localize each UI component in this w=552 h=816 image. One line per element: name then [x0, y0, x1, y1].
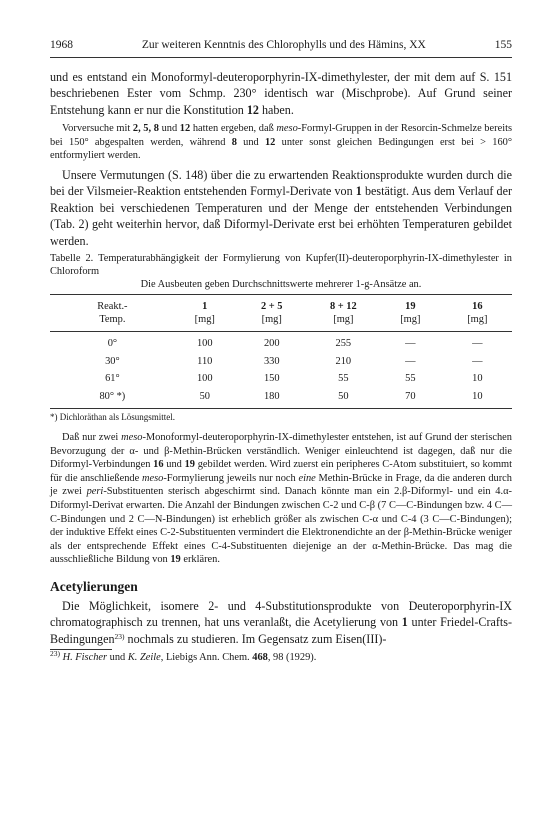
- table-cell: 50: [175, 388, 235, 409]
- header-cell: [mg]: [261, 314, 282, 326]
- table-cell: 0°: [50, 332, 175, 353]
- table-cell: 30°: [105, 355, 120, 367]
- table-footnote: *) Dichloräthan als Lösungsmittel.: [50, 412, 175, 423]
- table-cell: 180: [235, 388, 309, 409]
- running-head: [50, 38, 512, 58]
- header-cell: 1: [175, 295, 235, 314]
- table-cell: 70: [378, 388, 443, 409]
- table-cell: —: [472, 355, 483, 367]
- table-cell: 10: [443, 388, 512, 409]
- table-cell: 110: [197, 355, 213, 367]
- table-cell: 55: [338, 373, 349, 385]
- paragraph-4: Die Möglichkeit, isomere 2- und 4-Substitutionsprodukte von Deuteroporphyrin-IX chromatographisch zu trennen, hat uns veranlaßt, die Acetylierung von 1 unter Friedel-Crafts-Bedingungen$^{23)}$ nochmals zu studieren. Im Gegensatz zum Eisen(III)-: [50, 598, 512, 646]
- footnote-reference: $^{23)}$ H. Fischer und K. Zeile, Liebigs Ann. Chem. 468, 98 (1929).: [50, 649, 317, 664]
- table-cell: 210: [335, 355, 352, 367]
- paragraph-1: und es entstand ein Monoformyl-deuteroporphyrin-IX-dimethylester, der mit dem auf S. 151 beschriebenen Ester vom Schmp. 230° identisch war (Mischprobe). Auf Grund seiner Entstehung kann er nur die Konstitution 12 haben.: [50, 70, 512, 117]
- header-cell: Temp.: [99, 314, 126, 326]
- table-header-row: [50, 313, 512, 332]
- table-cell: 50: [309, 388, 378, 409]
- paragraph-2: Unsere Vermutungen (S. 148) über die zu erwartenden Reaktionsprodukte wurden durch die bei der Vilsmeier-Reaktion entstehenden Formyl-Derivate von 1 bestätigt. Aus dem Verlauf der Reaktion bei verschiedenen Temperaturen und der Menge der entstehenden Verbindungen (Tab. 2) geht weiterhin hervor, daß Diformyl-Derivate erst bei erhöhten Temperaturen gebildet werden.: [50, 168, 512, 248]
- table-subcaption: Die Ausbeuten geben Durchschnittswerte mehrerer 1-g-Ansätze an.: [140, 279, 422, 291]
- table-cell: 80° *): [50, 388, 175, 409]
- header-cell: 2 + 5: [235, 295, 309, 314]
- year: 1968: [50, 39, 73, 51]
- table-cell: 330: [263, 355, 280, 367]
- table-cell: 100: [196, 373, 213, 385]
- paragraph-3: Daß nur zwei meso-Monoformyl-deuteroporphyrin-IX-dimethylester entstehen, ist auf Grund der sterischen Bevorzugung der α- und β-Methin-Brücken verständlich. Weniger einleuchtend ist dagegen, daß nur die Diformyl-Verbindungen 16 und 19 gebildet werden. Wird zuerst ein peripheres C-Atom substituiert, so kommt für die anschließende meso-Formylierung jeweils nur noch eine Methin-Brücke in Frage, da die anderen durch je zwei peri-Substituenten sterisch abgeschirmt sind. Danach könnte man ein 2.β-Diformyl- und ein 4.α-Diformyl-Derivat erwarten. Die Anzahl der Bindungen zwischen C-2 und C-β (7 C—C-Bindungen bzw. 4 C—C-Bindungen und 2 C—N-Bindungen) ist erheblich größer als zwischen C-α und C-4 (3 C—C-Bindungen); der induktive Effekt eines C-2-Substituenten vermindert die Elektronendichte an der β-Methin-Brücke weniger als der entsprechende Effekt eines C-4-Substituenten diejenige an der α-Methin-Brücke. Das mag die ausschließliche Bildung von 19 erklären.: [50, 432, 512, 566]
- page-number: 155: [494, 39, 512, 51]
- table-row: [50, 370, 512, 388]
- header-cell: Reakt.-: [50, 295, 175, 314]
- header-cell: [mg]: [467, 314, 488, 326]
- table-cell: 255: [309, 332, 378, 353]
- table-cell: —: [405, 355, 416, 367]
- page: [50, 38, 512, 664]
- table-cell: 200: [235, 332, 309, 353]
- table-caption: Tabelle 2. Temperaturabhängigkeit der Formylierung von Kupfer(II)-deuteroporphyrin-IX-dimethylester in Chloroform: [50, 253, 512, 278]
- table-cell: 10: [472, 373, 483, 385]
- header-cell: [mg]: [194, 314, 215, 326]
- table-cell: 100: [175, 332, 235, 353]
- table-header-row: [50, 295, 512, 314]
- header-cell: 8 + 12: [309, 295, 378, 314]
- table-cell: 150: [263, 373, 280, 385]
- header-cell: [mg]: [333, 314, 354, 326]
- header-cell: [mg]: [400, 314, 421, 326]
- table-cell: —: [443, 332, 512, 353]
- table-row: [50, 332, 512, 353]
- footnote-marker: 23): [114, 631, 125, 641]
- table-cell: 55: [405, 373, 416, 385]
- header-cell: 19: [378, 295, 443, 314]
- table-cell: 61°: [105, 373, 120, 385]
- yield-table: [50, 294, 512, 409]
- running-title: Zur weiteren Kenntnis des Chlorophylls und des Hämins, XX: [141, 39, 426, 51]
- table-row: [50, 388, 512, 409]
- section-heading: Acetylierungen: [50, 578, 138, 594]
- table-row: [50, 353, 512, 371]
- table-cell: —: [378, 332, 443, 353]
- header-cell: 16: [443, 295, 512, 314]
- preliminary-experiments-note: Vorversuche mit 2, 5, 8 und 12 hatten ergeben, daß meso-Formyl-Gruppen in der Resorcin-Schmelze bereits bei 150° abgespalten werden, während 8 und 12 unter sonst gleichen Bedingungen erst bei > 160° entformyliert werden.: [50, 123, 513, 162]
